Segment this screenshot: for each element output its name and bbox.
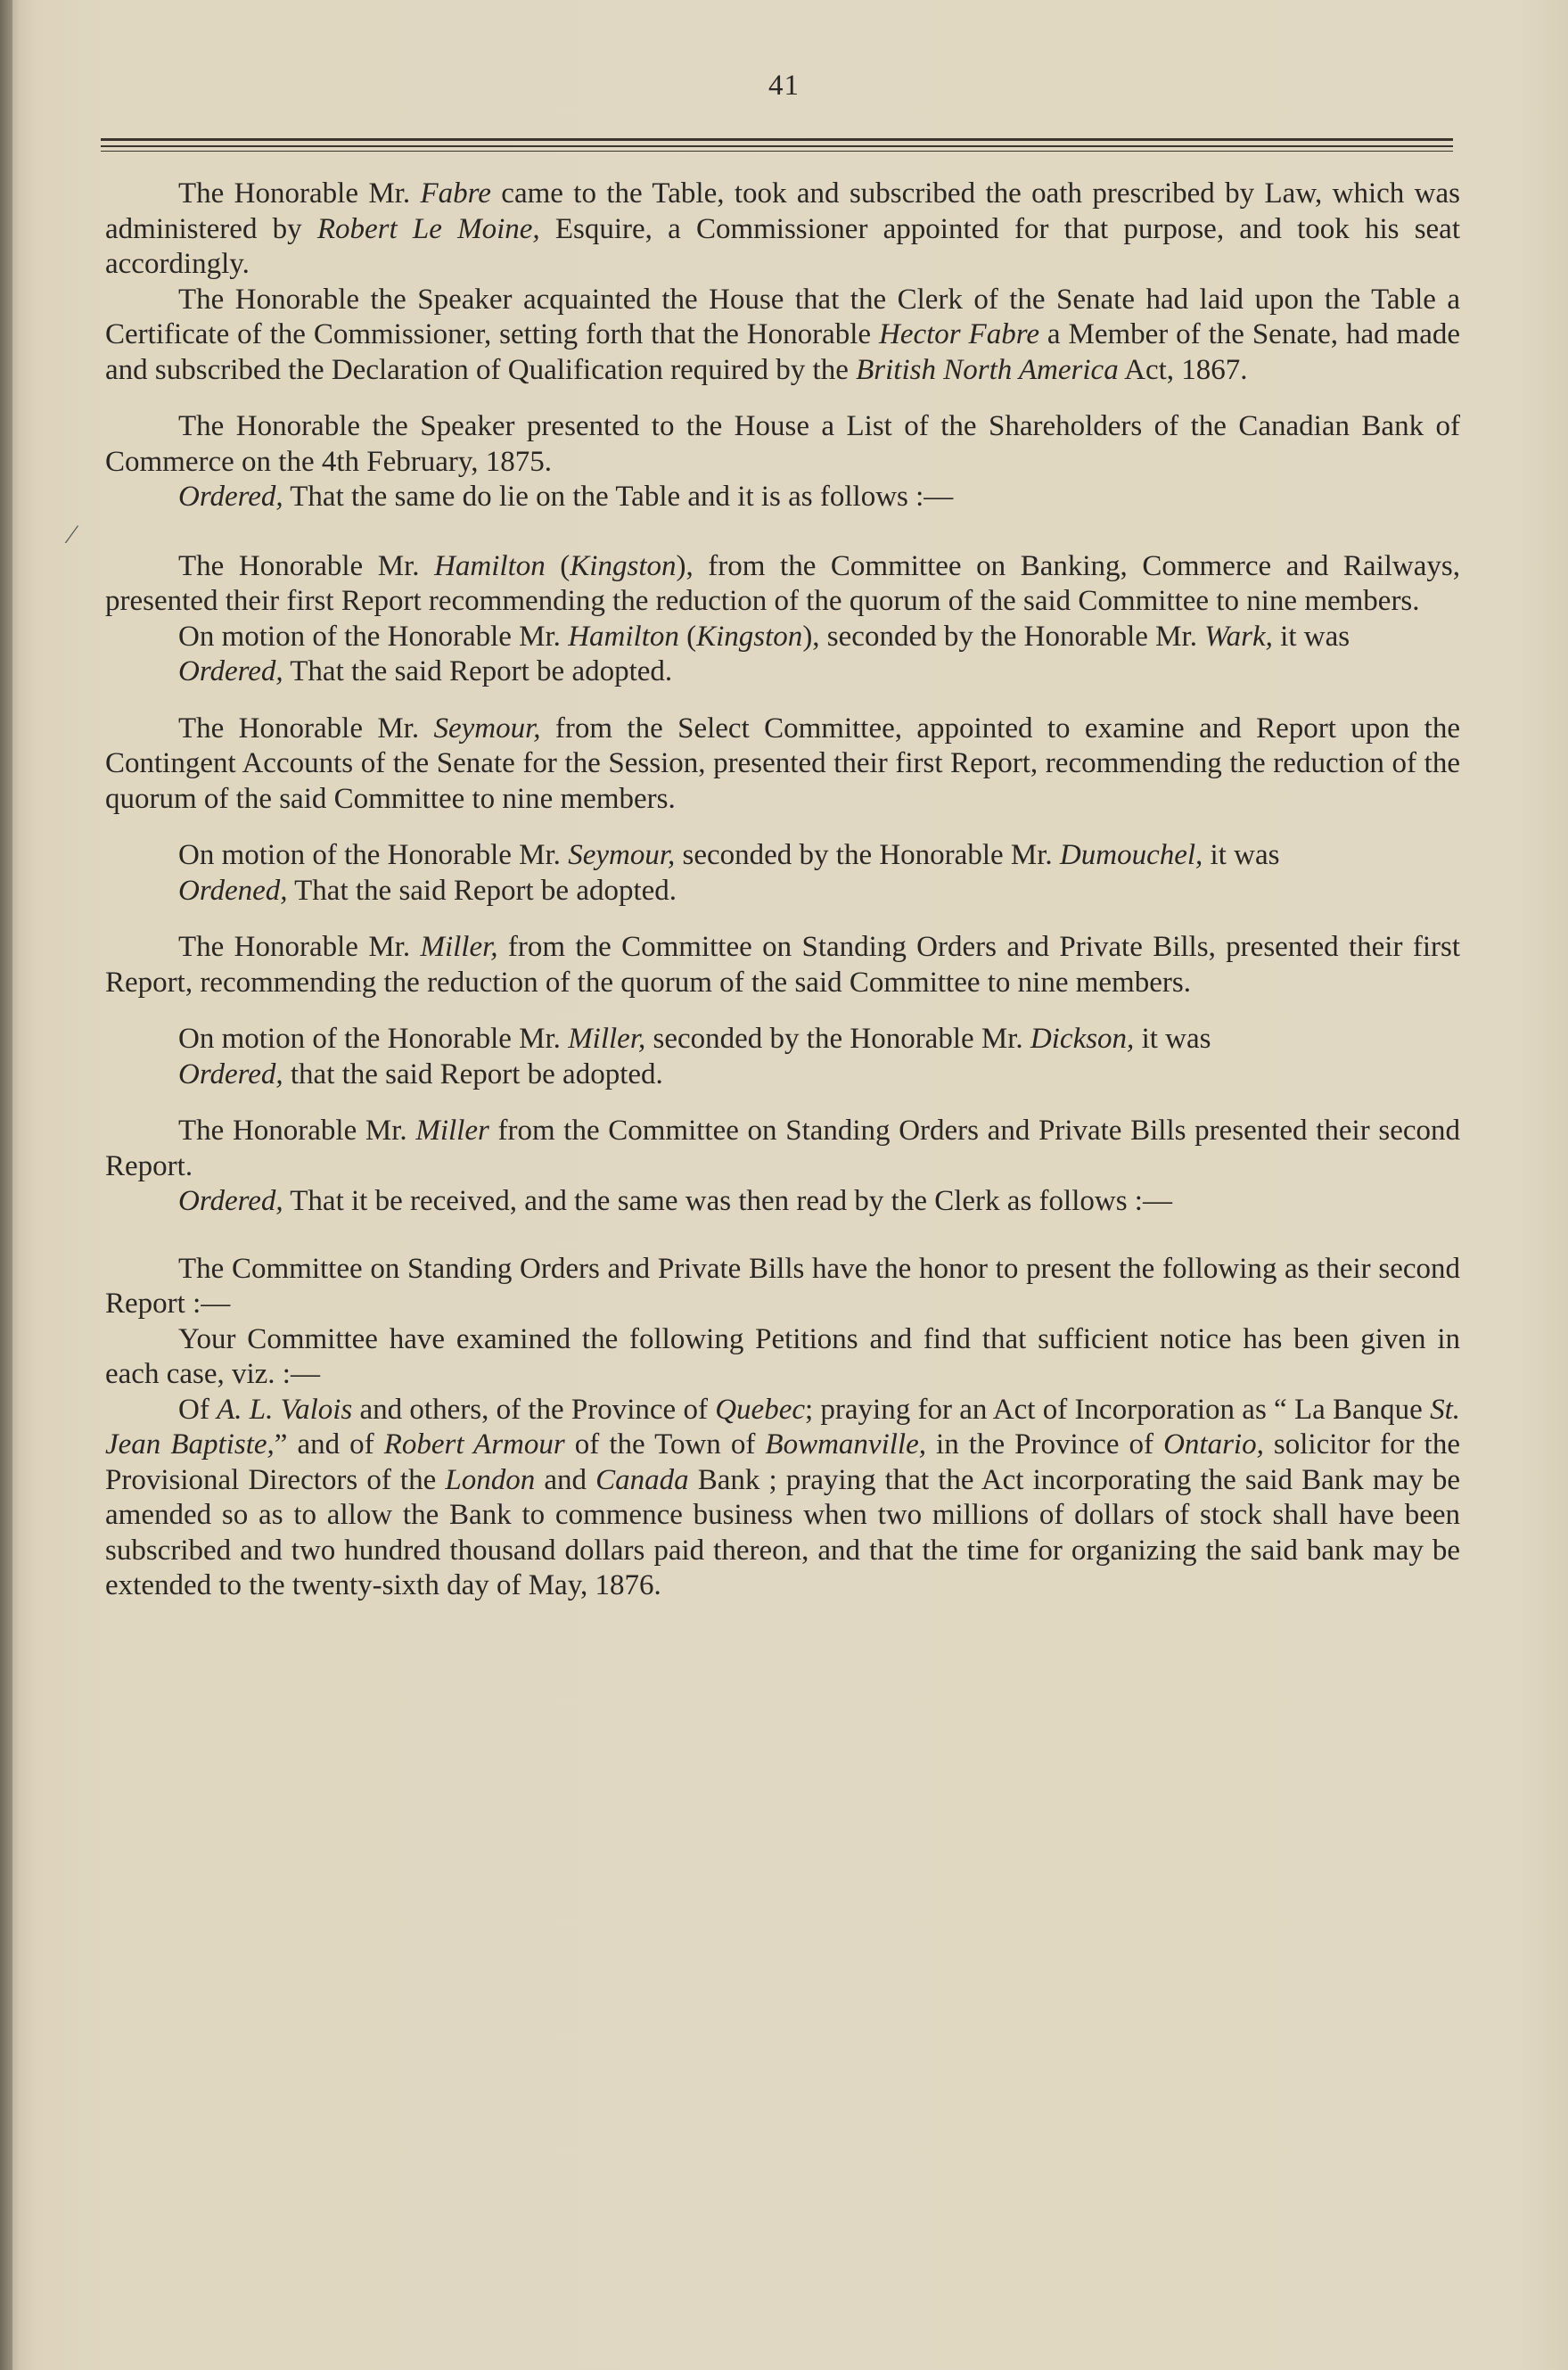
paragraph-miller-first-report: The Honorable Mr. Miller, from the Committee on Standing Orders and Private Bills, presented their first Report, recommending the reduction of the quorum of the said Committee to nine members. (105, 931, 1460, 999)
paragraph-ordered-adopted: Ordered, that the said Report be adopted. (178, 1057, 663, 1090)
header-rule (101, 138, 1453, 141)
paragraph-seymour-motion: On motion of the Honorable Mr. Seymour, seconded by the Honorable Mr. Dumouchel, it was (178, 839, 1280, 871)
paragraph-ordered-lie-on-table: Ordered, That the same do lie on the Table and it is as follows :— (178, 481, 954, 513)
header-rule (101, 145, 1453, 147)
page-number: 41 (768, 70, 800, 102)
paragraph-ordered-adopted: Ordered, That the said Report be adopted. (178, 655, 673, 687)
paragraph-petitions-examined: Your Committee have examined the following Petitions and find that sufficient notice has been given in each case, viz. :— (105, 1322, 1460, 1390)
paragraph-shareholders-list: The Honorable the Speaker presented to the House a List of the Shareholders of the Canadian Bank of Commerce on the 4th February, 1875. (105, 410, 1460, 478)
paragraph-ordered-adopted: Ordened, That the said Report be adopted. (178, 874, 677, 907)
header-rule (101, 151, 1453, 152)
paragraph-miller-second-report: The Honorable Mr. Miller from the Committee on Standing Orders and Private Bills presented their second Report. (105, 1115, 1460, 1182)
book-binding-shadow (0, 0, 12, 2370)
paragraph-committee-honor: The Committee on Standing Orders and Private Bills have the honor to present the following as their second Report :— (105, 1252, 1460, 1320)
paragraph-hamilton-motion: On motion of the Honorable Mr. Hamilton (Kingston), seconded by the Honorable Mr. Wark, it was (178, 620, 1350, 653)
margin-pencil-mark: ⁄ (70, 520, 75, 549)
paragraph-ordered-received: Ordered, That it be received, and the same was then read by the Clerk as follows :— (178, 1185, 1172, 1217)
paragraph-valois-petition: Of A. L. Valois and others, of the Province of Quebec; praying for an Act of Incorporation as “ La Banque St. Jean Baptiste,” and of Robert Armour of the Town of Bowmanville, in the Province of Ontario, solicitor for the Provisional Directors of the London and Canada Bank ; praying that the Act incorporating the said Bank may be amended so as to allow the Bank to commence business when two millions of dollars of stock shall have been subscribed and two hundred thousand dollars paid thereon, and that the time for organizing the said bank may be extended to the twenty-sixth day of May, 1876. (105, 1393, 1460, 1601)
paragraph-speaker-certificate: The Honorable the Speaker acquainted the House that the Clerk of the Senate had laid upon the Table a Certificate of the Commissioner, setting forth that the Honorable Hector Fabre a Member of the Senate, had made and subscribed the Declaration of Qualification required by the British North America Act, 1867. (105, 283, 1460, 386)
paragraph-hamilton-report: The Honorable Mr. Hamilton (Kingston), from the Committee on Banking, Commerce and Railways, presented their first Report recommending the reduction of the quorum of the said Committee to nine members. (105, 549, 1460, 617)
paragraph-fabre-oath: The Honorable Mr. Fabre came to the Table, took and subscribed the oath prescribed by Law, which was administered by Robert Le Moine, Esquire, a Commissioner appointed for that purpose, and took his seat accordingly. (105, 177, 1461, 280)
journal-body (105, 177, 1460, 1604)
paragraph-miller-motion: On motion of the Honorable Mr. Miller, seconded by the Honorable Mr. Dickson, it was (178, 1023, 1211, 1055)
paragraph-seymour-report: The Honorable Mr. Seymour, from the Select Committee, appointed to examine and Report upon the Contingent Accounts of the Senate for the Session, presented their first Report, recommending the reduction of the quorum of the said Committee to nine members. (105, 712, 1460, 815)
